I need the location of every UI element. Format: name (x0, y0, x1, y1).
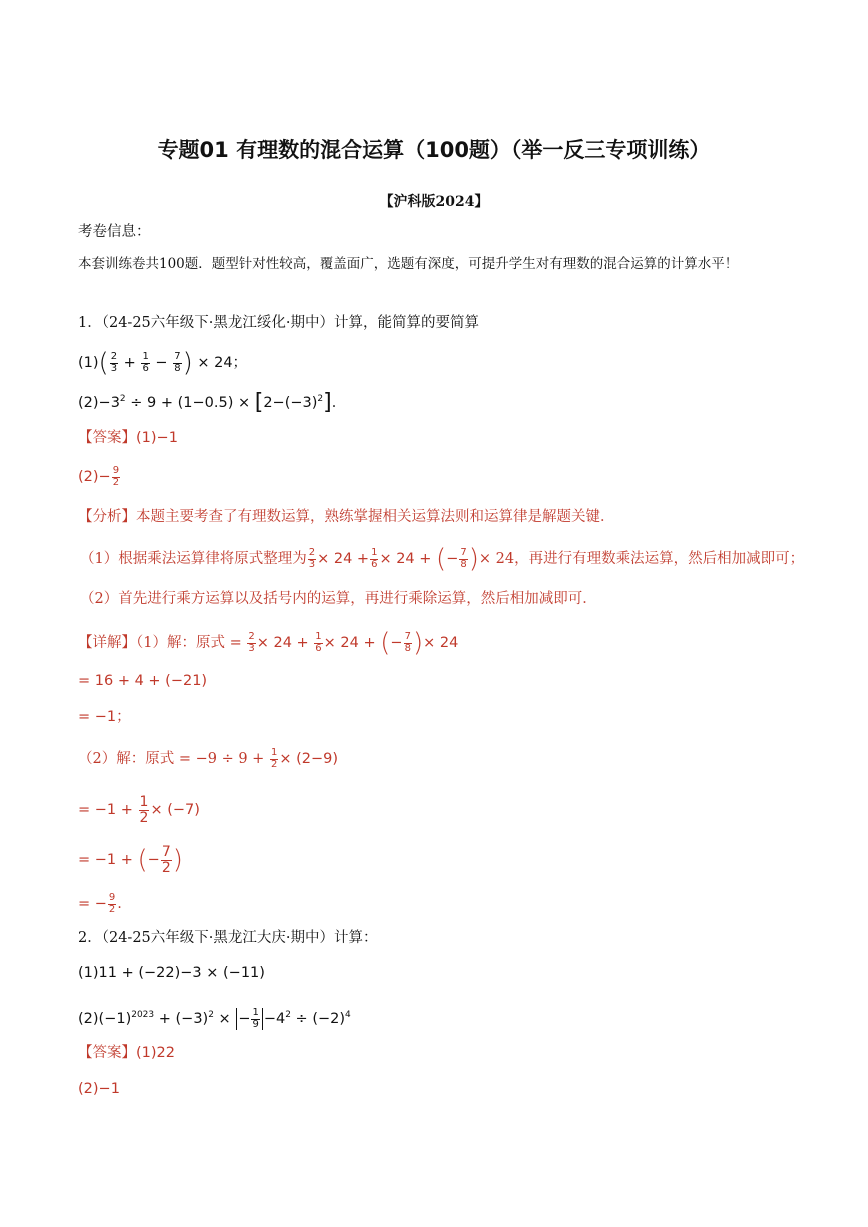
q1-step3: = −1 + $\frac{1}{2}$ × (−7) (78, 794, 200, 826)
q1-analysis (78, 510, 615, 525)
q1-header: 1．（24-25六年级下·黑龙江绥化·期中）计算，能简算的要简算 (78, 315, 479, 331)
analysis-label: 【分析】 (78, 509, 136, 525)
q1-detail2: （2）解：原式 = −9 ÷ 9 + $\frac{1}{2}$ × (2−9) (78, 747, 338, 770)
info-text: 本套训练卷共100题．题型针对性较高，覆盖面广，选题有深度，可提升学生对有理数的混合运算的计算水平！ (78, 256, 739, 272)
q1-part1-tail: × 24； (197, 355, 248, 371)
frac-two-thirds: $\frac{2}{3}$ (110, 351, 118, 374)
q1-step4: = −1 + (− $\frac{7}{2}$ ) (78, 844, 183, 876)
page-title: 专题01 有理数的混合运算（100题）（举一反三专项训练） (157, 138, 711, 162)
frac-seven-eighths: $\frac{7}{8}$ (174, 351, 181, 374)
q1-analysis1: （1）根据乘法运算律将原式整理为 $\frac{2}{3}$ × 24 + $\frac{1}{6}$ × 24 + (− $\frac{7}{8}$ )× 24，再进行有理数乘法运算，然后相加减即可； (80, 544, 805, 574)
analysis-text: 本题主要考查了有理数运算，熟练掌握相关运算法则和运算律是解题关键． (136, 509, 615, 525)
q1-part1: (1)( $\frac{2}{3}$ + $\frac{1}{6}$ − $\frac{7}{8}$ ) × 24； (78, 348, 248, 378)
frac-one-ninth: $\frac{1}{9}$ (252, 1007, 259, 1030)
edition-label: 【沪科版2024】 (379, 194, 489, 210)
q1-step1: = 16 + 4 + (−21) (78, 673, 208, 689)
q1-part1-prefix: (1) (78, 355, 99, 371)
q2-header: 2．（24-25六年级下·黑龙江大庆·期中）计算： (78, 930, 378, 946)
q1-step5: = − $\frac{9}{2}$ . (78, 892, 122, 915)
q1-part2: $(2)-3^2 \div 9 + (1-0.5) \times [2-(-3)^2]$． (78, 390, 347, 415)
frac-nine-halves: $\frac{9}{2}$ (112, 465, 120, 488)
q1-answer1: (1)−1 (136, 430, 178, 446)
frac-one-sixth: $\frac{1}{6}$ (142, 351, 149, 374)
q2-answer1: (1)22 (136, 1045, 175, 1061)
abs-bar-right (262, 1008, 263, 1030)
answer-label: 【答案】 (78, 1045, 136, 1061)
q2-part1: (1)11 + (−22)−3 × (−11) (78, 965, 265, 981)
q2-part2: $(2)(-1)^{2023} + (-3)^2$ × − $\frac{1}{9}$ $-4^2 \div (-2)^4$ (78, 1007, 351, 1030)
abs-bar-left (236, 1008, 237, 1030)
q1-analysis2: （2）首先进行乘方运算以及括号内的运算，再进行乘除运算，然后相加减即可． (80, 591, 597, 607)
info-label: 考卷信息： (78, 224, 151, 240)
q1-step2: = −1； (78, 709, 131, 725)
q1-answer (78, 431, 178, 446)
detail-label: 【详解】 (78, 635, 136, 651)
q1-answer2: (2)− $\frac{9}{2}$ (78, 465, 120, 488)
q2-answer2: (2)−1 (78, 1081, 120, 1097)
q1-detail1: 【详解】（1）解：原式 = $\frac{2}{3}$ × 24 + $\frac{1}{6}$ × 24 + (− $\frac{7}{8}$ )× 24 (78, 628, 459, 658)
answer-label: 【答案】 (78, 430, 136, 446)
q2-answer (78, 1046, 175, 1061)
